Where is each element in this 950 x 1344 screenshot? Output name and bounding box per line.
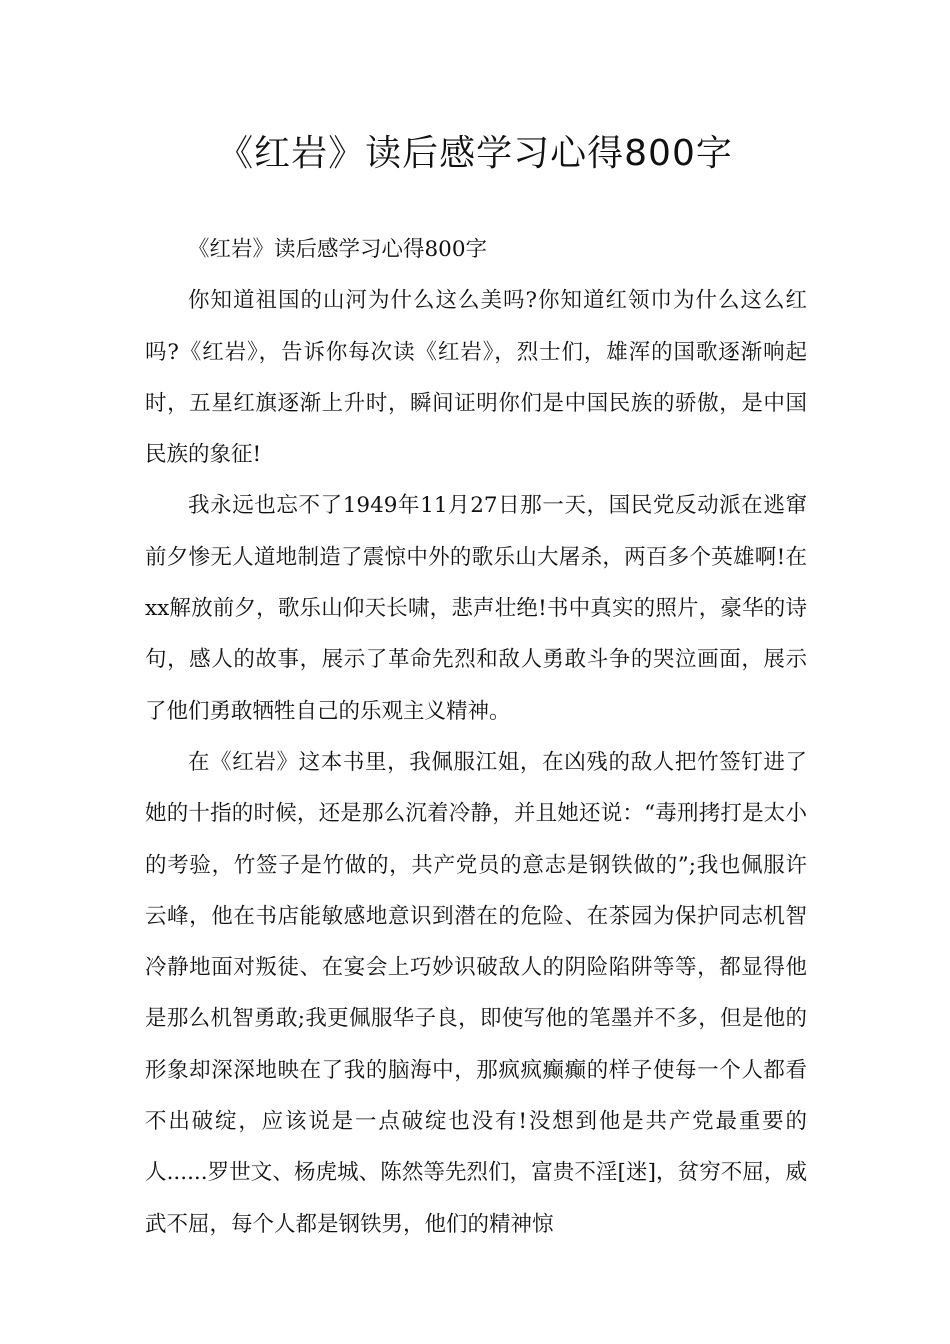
body-paragraph: 在《红岩》这本书里，我佩服江姐，在凶残的敌人把竹签钉进了她的十指的时候，还是那么沉着冷静，并且她还说：“毒刑拷打是太小的考验，竹签子是竹做的，共产党员的意志是钢铁做的”;我也佩服许云峰，他在书店能敏感地意识到潜在的危险、在茶园为保护同志机智冷静地面对叛徒、在宴会上巧妙识破敌人的阴险陷阱等等，都显得他是那么机智勇敢;我更佩服华子良，即使写他的笔墨并不多，但是他的形象却深深地映在了我的脑海中，那疯疯癫癫的样子使每一个人都看不出破绽，应该说是一点破绽也没有!没想到他是共产党最重要的人......罗世文、杨虎城、陈然等先烈们，富贵不淫[迷]，贫穷不屈，威武不屈，每个人都是钢铁男，他们的精神惊 bbox=[145, 749, 807, 1237]
body-paragraph: 我永远也忘不了1949年11月27日那一天，国民党反动派在逃窜前夕惨无人道地制造了震惊中外的歌乐山大屠杀，两百多个英雄啊!在xx解放前夕，歌乐山仰天长啸，悲声壮绝!书中真实的照片，豪华的诗句，感人的故事，展示了革命先烈和敌人勇敢斗争的哭泣画面，展示了他们勇敢牺牲自己的乐观主义精神。 bbox=[145, 493, 807, 724]
subtitle-paragraph: 《红岩》读后感学习心得800字 bbox=[188, 237, 488, 262]
document-body bbox=[145, 224, 807, 1250]
document-title: 《红岩》读后感学习心得800字 bbox=[217, 133, 733, 174]
body-paragraph: 你知道祖国的山河为什么这么美吗?你知道红领巾为什么这么红吗?《红岩》，告诉你每次读《红岩》，烈士们，雄浑的国歌逐渐响起时，五星红旗逐渐上升时，瞬间证明你们是中国民族的骄傲，是中国民族的象征! bbox=[145, 288, 807, 468]
